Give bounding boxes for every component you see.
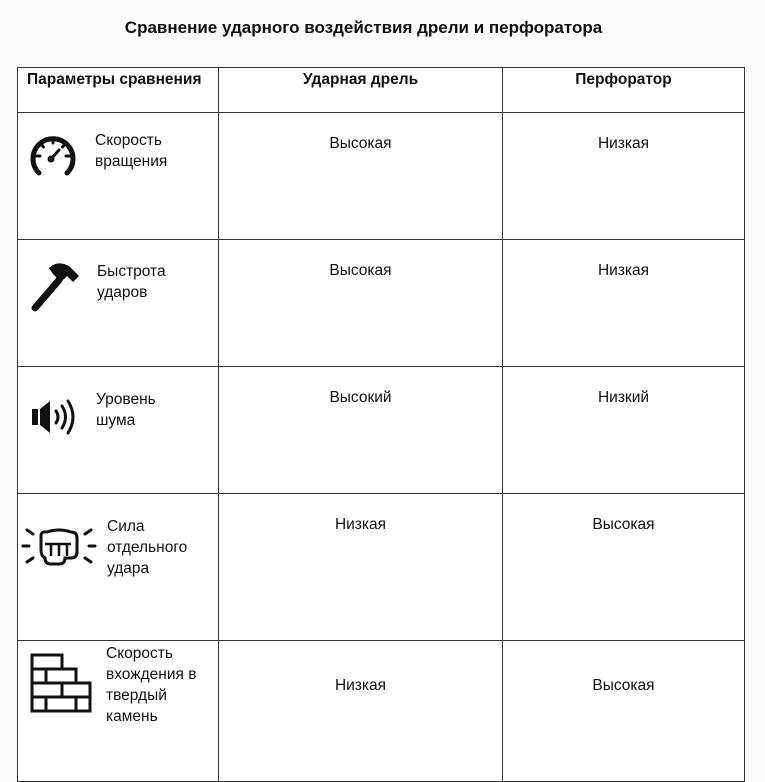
table-row bbox=[18, 494, 745, 641]
table-row bbox=[18, 641, 745, 782]
speedometer-icon bbox=[27, 129, 79, 181]
table-row bbox=[18, 240, 745, 367]
rotary-hammer-value: Высокая bbox=[503, 494, 745, 641]
parameter-label: Скорость вращения bbox=[95, 132, 168, 170]
rotary-hammer-value: Низкий bbox=[503, 367, 745, 494]
fist-punch-icon bbox=[21, 522, 97, 576]
impact-drill-value: Низкая bbox=[219, 641, 503, 782]
speaker-icon bbox=[30, 395, 86, 445]
impact-drill-value: Высокая bbox=[219, 113, 503, 240]
impact-drill-value: Высокая bbox=[219, 240, 503, 367]
table-row bbox=[18, 367, 745, 494]
parameter-cell bbox=[18, 113, 219, 240]
hammer-icon bbox=[27, 258, 83, 314]
parameter-label: Уровень шума bbox=[96, 391, 156, 429]
parameter-label: Быстрота ударов bbox=[97, 263, 166, 301]
impact-drill-value: Низкая bbox=[219, 494, 503, 641]
header-rotary-hammer: Перфоратор bbox=[503, 68, 745, 113]
parameter-label: Скорость вхождения в твердый камень bbox=[106, 645, 197, 725]
header-parameters: Параметры сравнения bbox=[18, 68, 219, 113]
parameter-cell bbox=[18, 367, 219, 494]
rotary-hammer-value: Низкая bbox=[503, 240, 745, 367]
comparison-table bbox=[17, 67, 745, 782]
rotary-hammer-value: Высокая bbox=[503, 641, 745, 782]
page-title: Сравнение ударного воздействия дрели и перфоратора bbox=[124, 18, 603, 37]
rotary-hammer-value: Низкая bbox=[503, 113, 745, 240]
impact-drill-value: Высокий bbox=[219, 367, 503, 494]
table-header-row bbox=[18, 68, 745, 113]
parameter-cell bbox=[18, 240, 219, 367]
table-row bbox=[18, 113, 745, 240]
header-impact-drill: Ударная дрель bbox=[219, 68, 503, 113]
brick-wall-icon bbox=[28, 651, 98, 721]
parameter-label: Сила отдельного удара bbox=[107, 518, 188, 577]
parameter-cell bbox=[18, 641, 219, 782]
parameter-cell bbox=[18, 494, 219, 641]
